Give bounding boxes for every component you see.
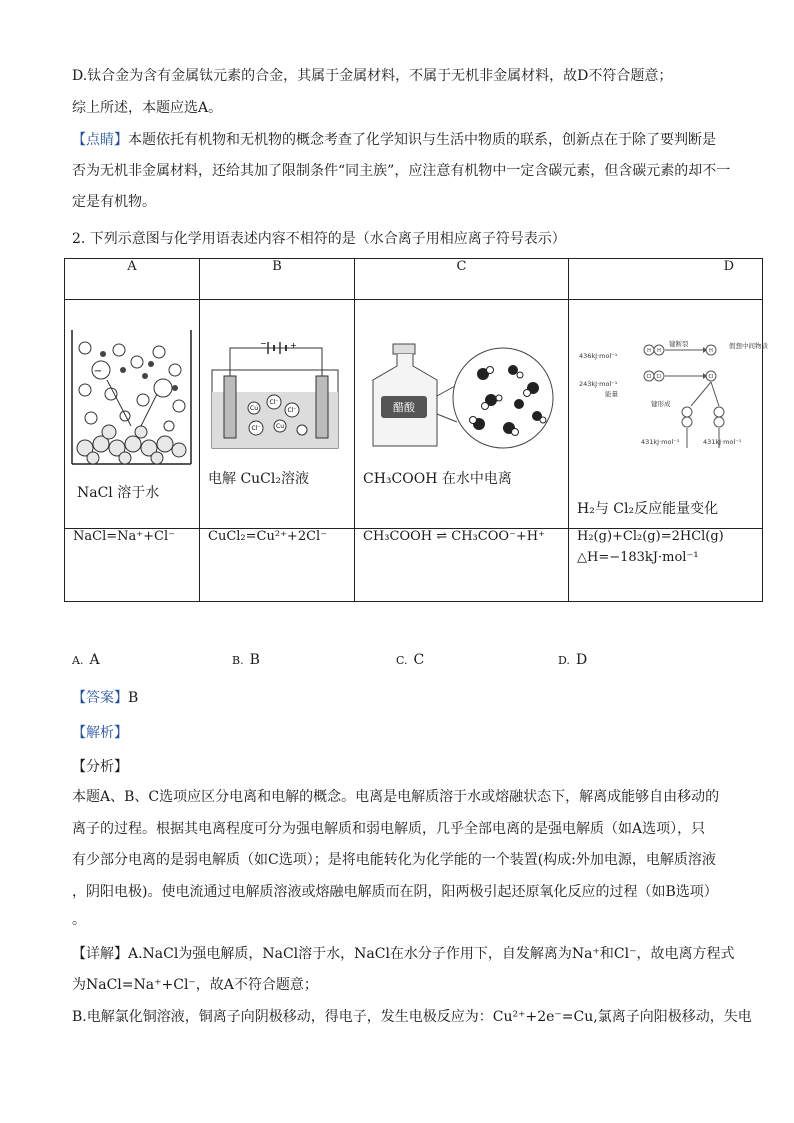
dianjing-line-3: 定是有机物。	[72, 194, 156, 210]
energy-431-left: 431kJ·mol⁻¹	[641, 438, 680, 446]
analysis-line-1: 本题A、B、C选项应区分电离和电解的概念。电离是电解质溶于水或熔融状态下，解离成能够自由移动的	[72, 789, 720, 805]
question-2: 2. 下列示意图与化学用语表述内容不相符的是（水合离子用相应离子符号表示）	[72, 231, 566, 247]
caption-a: NaCl 溶于水	[77, 485, 160, 501]
answer-value: B	[128, 690, 139, 706]
detail-tag: 【详解】	[72, 946, 128, 962]
svg-text:H: H	[647, 348, 651, 354]
header-b: B	[200, 259, 355, 300]
line-summary: 综上所述，本题应选A。	[72, 100, 223, 116]
eq-b: CuCl₂=Cu²⁺+2Cl⁻	[200, 529, 355, 602]
nacl-dissolve-diagram	[71, 330, 193, 470]
energy-diagram	[579, 336, 768, 464]
header-d: D	[569, 259, 763, 300]
svg-text:−: −	[260, 339, 267, 348]
dianjing-tag: 【点睛】	[72, 132, 128, 148]
energy-436: 436kJ·mol⁻¹	[579, 352, 618, 360]
caption-d: H₂与 Cl₂反应能量变化	[577, 501, 719, 517]
eq-a: NaCl=Na⁺+Cl⁻	[65, 529, 200, 602]
bond-break-label: 键断裂	[669, 340, 689, 348]
energy-word-1: 能量	[605, 390, 618, 398]
caption-b: 电解 CuCl₂溶液	[208, 471, 309, 487]
energy-431-right: 431kJ·mol⁻¹	[703, 438, 742, 446]
svg-text:Cu: Cu	[276, 423, 284, 430]
energy-243: 243kJ·mol⁻¹	[579, 380, 618, 388]
detail-text-1: A.NaCl为强电解质，NaCl溶于水，NaCl在水分子作用下，自发解离为Na⁺和Cl⁻，故电离方程式	[128, 946, 735, 962]
svg-text:+: +	[290, 341, 297, 350]
acetic-acid-diagram	[363, 340, 559, 450]
answer-tag: 【答案】	[72, 690, 128, 706]
svg-text:−: −	[93, 366, 103, 377]
cell-a-figure	[65, 300, 200, 529]
cell-c-figure	[355, 300, 569, 529]
svg-text:Cl: Cl	[708, 374, 714, 380]
bond-form-label: 键形成	[651, 400, 671, 408]
eq-c: CH₃COOH ⇌ CH₃COO⁻+H⁺	[355, 529, 569, 602]
svg-text:Cl: Cl	[656, 374, 662, 380]
eq-d-line2: △H=−183kJ·mol⁻¹	[577, 550, 699, 565]
eq-d-line1: H₂(g)+Cl₂(g)=2HCl(g)	[577, 529, 724, 544]
caption-c: CH₃COOH 在水中电离	[363, 471, 512, 487]
svg-text:Cl⁻: Cl⁻	[287, 407, 297, 414]
cell-d-figure	[569, 300, 768, 529]
svg-text:H: H	[657, 348, 661, 354]
bottle-label: 醋酸	[393, 401, 415, 414]
cell-b-figure	[200, 300, 355, 529]
analysis-line-2: 离子的过程。根据其电离程度可分为强电解质和弱电解质，几乎全部电离的是强电解质（如A选项），只	[72, 821, 706, 837]
analysis-line-4: ，阴阳电极)。使电流通过电解质溶液或熔融电解质而在阴，阳两极引起还原氧化反应的过程（如B选项）	[72, 884, 718, 900]
analysis-line-3: 有少部分电离的是弱电解质（如C选项）；是将电能转化为化学能的一个装置(构成:外加电源，电解质溶液	[72, 852, 716, 868]
eq-d	[569, 529, 763, 602]
svg-text:Cl⁻: Cl⁻	[251, 425, 261, 432]
detail-line-3: B.电解氯化铜溶液，铜离子向阴极移动，得电子，发生电极反应为：Cu²⁺+2e⁻=Cu,氯离子向阳极移动，失电	[72, 1009, 752, 1025]
dianjing-line-2: 否为无机非金属材料，还给其加了限制条件“同主族”，应注意有机物中一定含碳元素，但含碳元素的却不一	[72, 163, 731, 179]
jiexi-tag: 【解析】	[72, 725, 128, 741]
option-b[interactable]: B. B	[232, 652, 260, 668]
line-d-conclusion: D.钛合金为含有金属钛元素的合金，其属于金属材料，不属于无机非金属材料，故D不符合题意；	[72, 68, 673, 84]
svg-text:Cl: Cl	[646, 374, 652, 380]
option-d[interactable]: D. D	[558, 652, 588, 668]
hypothetical-label: 假想中间物质	[729, 342, 768, 350]
svg-text:Cu: Cu	[250, 405, 258, 412]
detail-line-2: 为NaCl=Na⁺+Cl⁻，故A不符合题意；	[72, 977, 318, 993]
header-c: C	[355, 259, 569, 300]
dianjing-text: 本题依托有机物和无机物的概念考查了化学知识与生活中物质的联系，创新点在于除了要判断是	[128, 132, 716, 148]
svg-text:Cl⁻: Cl⁻	[269, 399, 279, 406]
analysis-line-5: 。	[72, 912, 86, 928]
fenxi-tag: 【分析】	[72, 759, 128, 775]
question-table	[64, 258, 768, 602]
detail-line-1	[72, 944, 735, 964]
electrolysis-diagram	[210, 340, 340, 450]
header-a: A	[65, 259, 200, 300]
svg-text:H: H	[709, 348, 713, 354]
answer-line	[72, 688, 724, 708]
option-c[interactable]: C. C	[396, 652, 425, 668]
option-a[interactable]: A. A	[72, 652, 100, 668]
dianjing-line-1	[72, 130, 724, 150]
